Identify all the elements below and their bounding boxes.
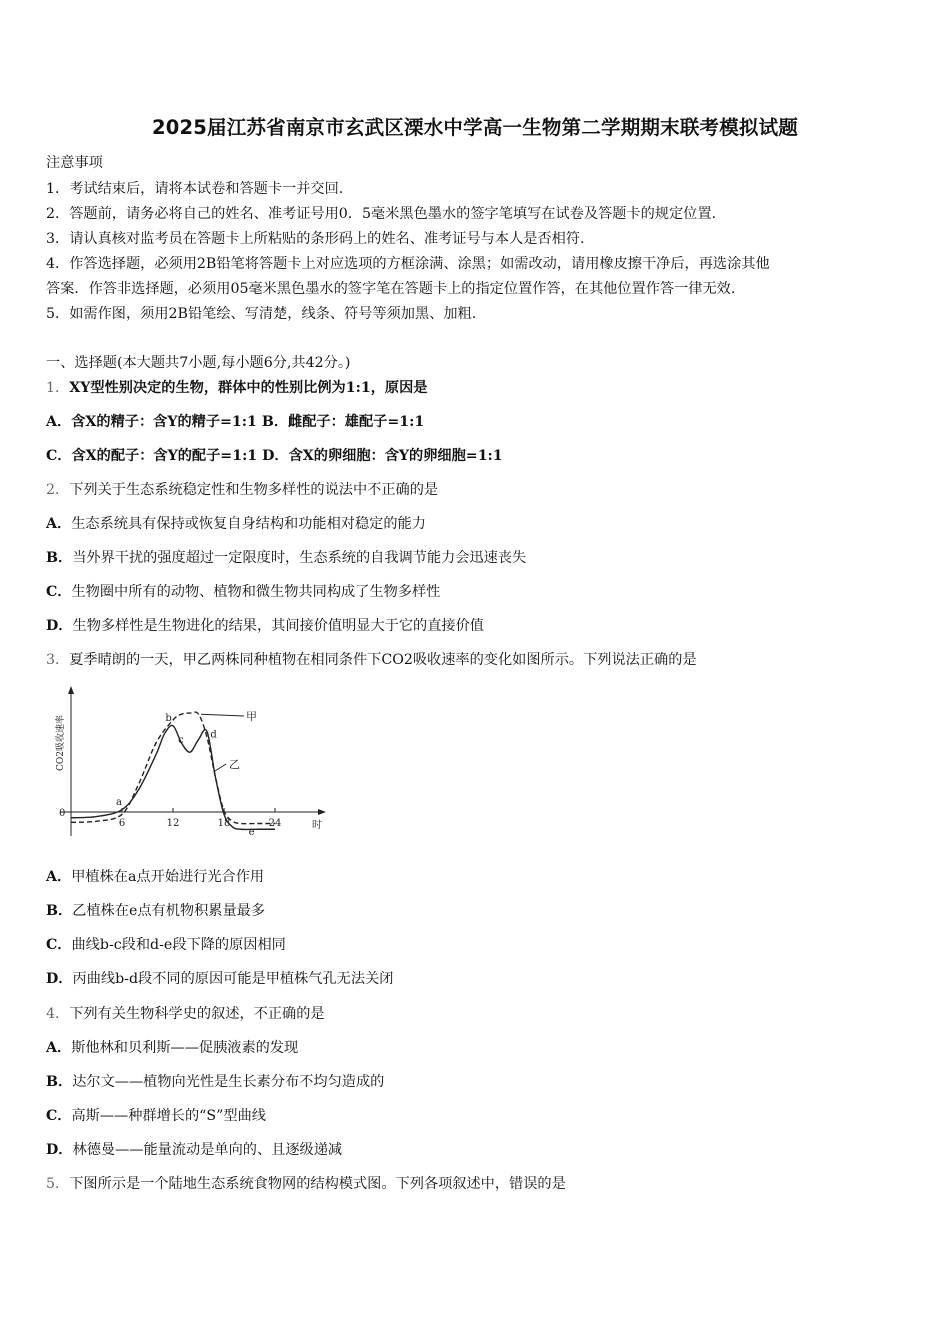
option-label: B． xyxy=(46,550,73,566)
question-1 xyxy=(46,377,427,397)
option xyxy=(46,1037,298,1057)
x-tick-label: 6 xyxy=(118,818,126,829)
co2-uptake-chart xyxy=(46,686,336,846)
option xyxy=(46,934,286,954)
notice-item: 答案．作答非选择题，必须用05毫米黑色墨水的签字笔在答题卡上的指定位置作答，在其他位置作答一律无效. xyxy=(46,281,736,297)
option xyxy=(46,581,440,601)
option-text: 高斯——种群增长的“S”型曲线 xyxy=(71,1108,266,1124)
chart-labels xyxy=(54,710,322,838)
question-number: 1． xyxy=(46,380,70,396)
y-zero-label: 0 xyxy=(59,808,66,819)
option-label: D． xyxy=(46,1142,73,1158)
x-tick-label: 24 xyxy=(268,818,282,829)
option-text: 乙植株在e点有机物积累量最多 xyxy=(72,903,266,919)
question-number: 2． xyxy=(46,482,70,498)
series-jia-line xyxy=(71,712,275,824)
series-jia-label: 甲 xyxy=(246,710,257,723)
notice-item: 5．如需作图，须用2B铅笔绘、写清楚，线条、符号等须加黑、加粗. xyxy=(46,306,477,322)
question-number: 3． xyxy=(46,652,70,668)
question-3 xyxy=(46,649,697,669)
y-axis-arrow xyxy=(68,686,74,694)
option-text: 当外界干扰的强度超过一定限度时，生态系统的自我调节能力会迅速丧失 xyxy=(72,550,527,566)
option-label: C． xyxy=(46,584,72,600)
question-2 xyxy=(46,479,438,499)
option-text: 生物多样性是生物进化的结果，其间接价值明显大于它的直接价值 xyxy=(72,618,484,634)
option-label: A． xyxy=(46,1040,72,1056)
option-text: 曲线b-c段和d-e段下降的原因相同 xyxy=(71,937,286,953)
leader-yi xyxy=(214,764,226,772)
section-heading: 一、选择题(本大题共7小题,每小题6分,共42分。) xyxy=(46,355,351,371)
x-axis-arrow xyxy=(318,809,326,815)
option-row: C．含X的配子：含Y的配子=1:1 D．含X的卵细胞：含Y的卵细胞=1:1 xyxy=(46,448,503,464)
option xyxy=(46,1139,342,1159)
leader-jia xyxy=(201,714,244,716)
exam-title: 2025届江苏省南京市玄武区溧水中学高一生物第二学期期末联考模拟试题 xyxy=(151,116,799,139)
notice-item: 3．请认真核对监考员在答题卡上所粘贴的条形码上的姓名、准考证号与本人是否相符. xyxy=(46,231,585,247)
option-row: A．含X的精子：含Y的精子=1:1 B．雌配子：雄配子=1:1 xyxy=(46,414,425,430)
question-text: 下列关于生态系统稳定性和生物多样性的说法中不正确的是 xyxy=(69,482,439,498)
notice-item: 2．答题前，请务必将自己的姓名、准考证号用0．5毫米黑色墨水的签字笔填写在试卷及答题卡的规定位置. xyxy=(46,206,717,222)
option-text: 生态系统具有保持或恢复自身结构和功能相对稳定的能力 xyxy=(71,516,426,532)
question-text: 下图所示是一个陆地生态系统食物网的结构模式图。下列各项叙述中，错误的是 xyxy=(69,1176,566,1192)
option xyxy=(46,513,426,533)
option-label: C． xyxy=(46,937,72,953)
question-text: 夏季晴朗的一天，甲乙两株同种植物在相同条件下CO2吸收速率的变化如图所示。下列说法正确的是 xyxy=(69,652,697,668)
option-label: C． xyxy=(46,1108,72,1124)
question-number: 4． xyxy=(46,1006,70,1022)
option xyxy=(46,615,484,635)
x-tick-label: 12 xyxy=(166,818,180,829)
question-4 xyxy=(46,1003,325,1023)
question-text: XY型性别决定的生物，群体中的性别比例为1:1，原因是 xyxy=(69,380,428,396)
option xyxy=(46,1071,384,1091)
chart-axes xyxy=(60,686,326,836)
question-number: 5． xyxy=(46,1176,70,1192)
option xyxy=(46,1105,266,1125)
option-label: D． xyxy=(46,971,73,987)
option-text: 斯他林和贝利斯——促胰液素的发现 xyxy=(71,1040,299,1056)
point-label-c: c xyxy=(178,735,184,746)
series-yi-line xyxy=(71,725,275,829)
option-text: 丙曲线b-d段不同的原因可能是甲植株气孔无法关闭 xyxy=(72,971,394,987)
point-label-e: e xyxy=(248,827,255,838)
option-text: 林德曼——能量流动是单向的、且逐级递减 xyxy=(72,1142,343,1158)
notice-item: 1．考试结束后，请将本试卷和答题卡一并交回. xyxy=(46,181,344,197)
option-label: D． xyxy=(46,618,73,634)
option xyxy=(46,968,393,988)
series-yi-label: 乙 xyxy=(229,758,240,771)
notice-heading: 注意事项 xyxy=(46,155,103,171)
point-label-a: a xyxy=(116,797,123,809)
x-tick-label: 18 xyxy=(217,818,231,829)
option-label: B． xyxy=(46,903,73,919)
option-text: 达尔文——植物向光性是生长素分布不均匀造成的 xyxy=(72,1074,385,1090)
option-text: 甲植株在a点开始进行光合作用 xyxy=(71,869,265,885)
option-label: A． xyxy=(46,869,72,885)
option xyxy=(46,900,265,920)
question-text: 下列有关生物科学史的叙述，不正确的是 xyxy=(69,1006,325,1022)
point-label-b: b xyxy=(165,713,172,725)
question-5 xyxy=(46,1173,566,1193)
notice-item: 4．作答选择题，必须用2B铅笔将答题卡上对应选项的方框涂满、涂黑；如需改动，请用橡皮擦干净后，再选涂其他 xyxy=(46,256,770,272)
y-axis-label: CO2吸收速率 xyxy=(56,715,66,771)
x-axis-label: 时 xyxy=(312,820,322,831)
option xyxy=(46,866,264,886)
option-label: B． xyxy=(46,1074,73,1090)
option-label: A． xyxy=(46,516,72,532)
option xyxy=(46,547,526,567)
option-text: 生物圈中所有的动物、植物和微生物共同构成了生物多样性 xyxy=(71,584,441,600)
point-label-d: d xyxy=(210,729,217,741)
